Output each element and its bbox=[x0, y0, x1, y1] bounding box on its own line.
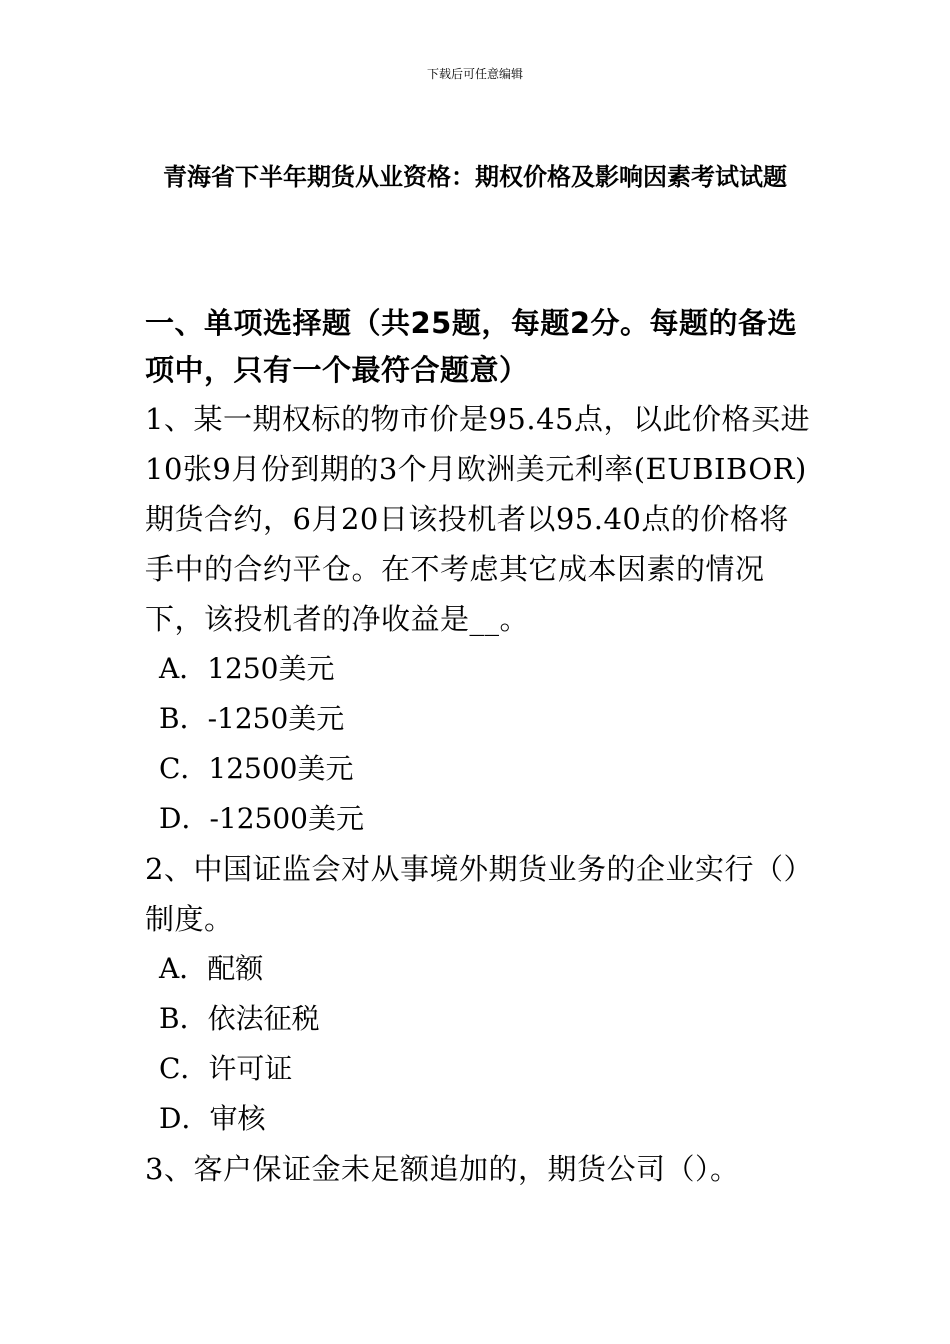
option-d: D．-12500美元 bbox=[159, 802, 364, 835]
option-d: D．审核 bbox=[159, 1102, 266, 1135]
question-1 bbox=[145, 394, 810, 844]
option-b: B．-1250美元 bbox=[159, 702, 345, 735]
question-2 bbox=[145, 844, 810, 1144]
header-note: 下载后可任意编辑 bbox=[426, 67, 523, 81]
question-stem: 1、某一期权标的物市价是95.45点，以此价格买进10张9月份到期的3个月欧洲美元利率(EUBIBOR)期货合约，6月20日该投机者以95.40点的价格将手中的合约平仓。在不考虑其它成本因素的情况下，该投机者的净收益是__。 bbox=[145, 402, 810, 636]
option-c: C．许可证 bbox=[159, 1052, 293, 1085]
document-title: 青海省下半年期货从业资格：期权价格及影响因素考试试题 bbox=[163, 163, 787, 191]
section-heading: 一、单项选择题（共25题，每题2分。每题的备选项中，只有一个最符合题意） bbox=[145, 306, 798, 387]
option-a: A．1250美元 bbox=[159, 652, 335, 685]
option-a: A．配额 bbox=[159, 952, 264, 985]
question-3 bbox=[145, 1144, 810, 1194]
option-c: C．12500美元 bbox=[159, 752, 354, 785]
document-body bbox=[145, 300, 810, 1194]
question-stem: 3、客户保证金未足额追加的，期货公司（）。 bbox=[145, 1152, 740, 1186]
question-stem: 2、中国证监会对从事境外期货业务的企业实行（）制度。 bbox=[145, 852, 799, 936]
option-b: B．依法征税 bbox=[159, 1002, 320, 1035]
